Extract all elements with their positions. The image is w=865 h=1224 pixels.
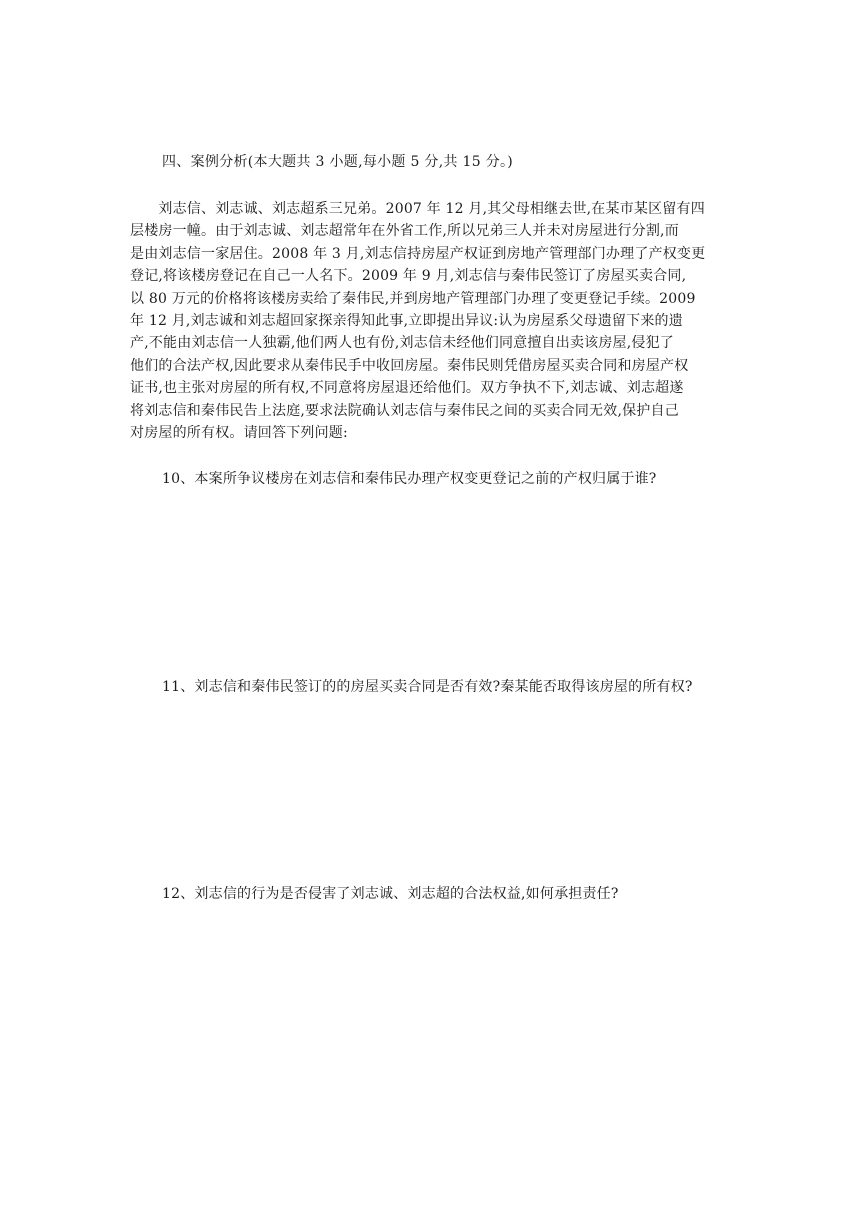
case-line: 刘志信、刘志诚、刘志超系三兄弟。2007 年 12 月,其父母相继去世,在某市某区留有四 bbox=[130, 201, 705, 217]
case-description bbox=[130, 198, 742, 444]
case-line: 层楼房一幢。由于刘志诚、刘志超常年在外省工作,所以兄弟三人并未对房屋进行分割,而 bbox=[130, 223, 679, 240]
answer-space-10 bbox=[130, 495, 742, 665]
case-line: 对房屋的所有权。请回答下列问题: bbox=[130, 424, 348, 441]
section-heading: 四、案例分析(本大题共 3 小题,每小题 5 分,共 15 分。) bbox=[162, 154, 514, 170]
case-line: 将刘志信和秦伟民告上法庭,要求法院确认刘志信与秦伟民之间的买卖合同无效,保护自己 bbox=[130, 402, 679, 419]
case-line: 产,不能由刘志信一人独霸,他们两人也有份,刘志信未经他们同意擅自出卖该房屋,侵犯了 bbox=[130, 335, 674, 352]
case-line: 登记,将该楼房登记在自己一人名下。2009 年 9 月,刘志信与秦伟民签订了房屋买卖合同, bbox=[130, 268, 687, 285]
case-line: 证书,也主张对房屋的所有权,不同意将房屋退还给他们。双方争执不下,刘志诚、刘志超遂 bbox=[130, 380, 684, 397]
case-line: 年 12 月,刘志诚和刘志超回家探亲得知此事,立即提出异议:认为房屋系父母遗留下来的遗 bbox=[130, 312, 683, 329]
case-line: 他们的合法产权,因此要求从秦伟民手中收回房屋。秦伟民则凭借房屋买卖合同和房屋产权 bbox=[130, 357, 689, 374]
case-line: 以 80 万元的价格将该楼房卖给了秦伟民,并到房地产管理部门办理了变更登记手续。2009 bbox=[130, 290, 696, 307]
question-10: 10、本案所争议楼房在刘志信和秦伟民办理产权变更登记之前的产权归属于谁? bbox=[162, 471, 657, 487]
case-line: 是由刘志信一家居住。2008 年 3 月,刘志信持房屋产权证到房地产管理部门办理了产权变更 bbox=[130, 245, 706, 262]
question-12: 12、刘志信的行为是否侵害了刘志诚、刘志超的合法权益,如何承担责任? bbox=[162, 886, 619, 902]
answer-space-12 bbox=[130, 910, 742, 1160]
answer-space-11 bbox=[130, 703, 742, 873]
question-11: 11、刘志信和秦伟民签订的的房屋买卖合同是否有效?秦某能否取得该房屋的所有权? bbox=[162, 679, 693, 695]
